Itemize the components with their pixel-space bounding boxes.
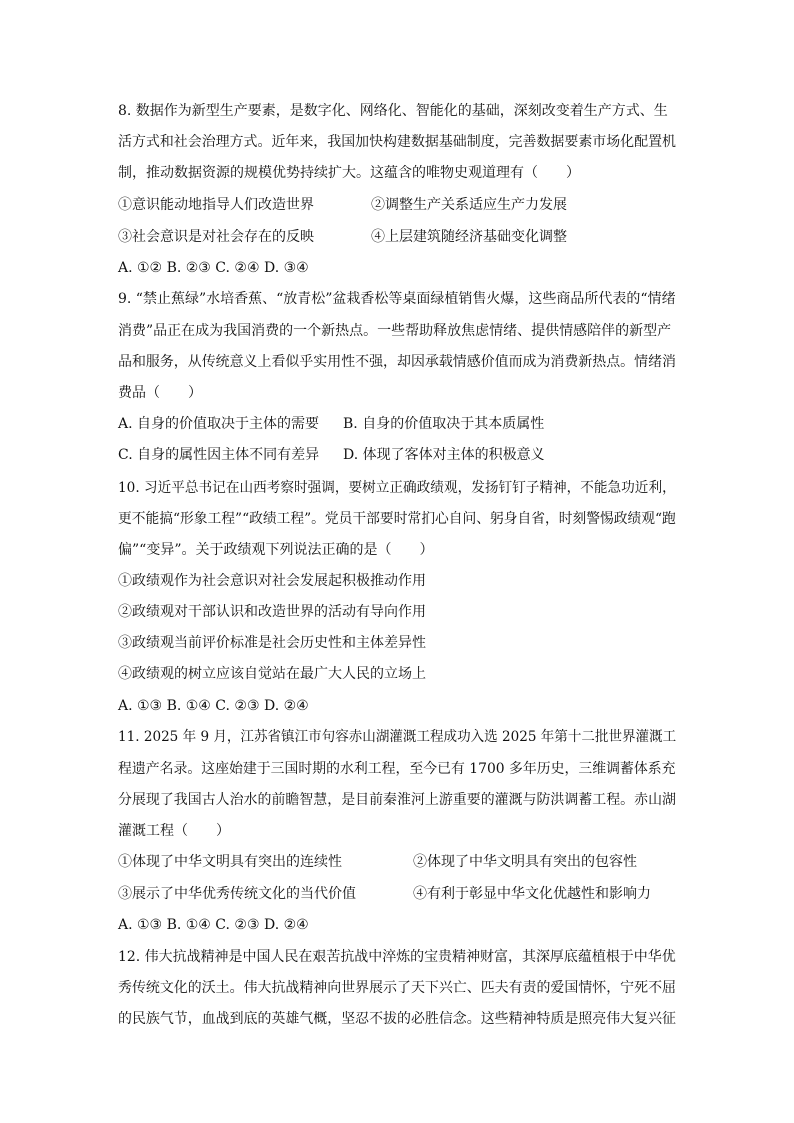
question-8-item-3: ③社会意识是对社会存在的反映	[118, 229, 314, 245]
question-8-item-1: ①意识能动地指导人们改造世界	[118, 197, 314, 213]
question-10-line-1: 10. 习近平总书记在山西考察时强调，要树立正确政绩观，发扬钉钉子精神，不能急功近利，	[118, 480, 676, 496]
question-10-item-1: ①政绩观作为社会意识对社会发展起积极推动作用	[118, 573, 426, 589]
question-10-item-2: ②政绩观对干部认识和改造世界的活动有导向作用	[118, 604, 426, 620]
question-10-line-2: 更不能搞“形象工程”“政绩工程”。党员干部要时常扪心自问、躬身自省，时刻警惕政绩观“跑	[118, 511, 676, 527]
question-11-line-3: 分展现了我国古人治水的前瞻智慧，是目前秦淮河上游重要的灌溉与防洪调蓄工程。赤山湖	[118, 792, 676, 808]
question-9-line-3: 品和服务，从传统意义上看似乎实用性不强，却因承载情感价值而成为消费新热点。情绪消	[118, 354, 676, 370]
question-8-line-2: 活方式和社会治理方式。近年来，我国加快构建数据基础制度，完善数据要素市场化配置机	[118, 134, 676, 150]
question-9-option-c: C. 自身的属性因主体不同有差异	[118, 447, 320, 463]
question-10-answers: A. ①③ B. ①④ C. ②③ D. ②④	[118, 698, 309, 714]
question-8-answers: A. ①② B. ②③ C. ②④ D. ③④	[118, 260, 309, 276]
question-8-item-4: ④上层建筑随经济基础变化调整	[371, 229, 567, 245]
question-11-item-1: ①体现了中华文明具有突出的连续性	[118, 854, 342, 870]
question-10-item-4: ④政绩观的树立应该自觉站在最广大人民的立场上	[118, 666, 426, 682]
question-12-line-1: 12. 伟大抗战精神是中国人民在艰苦抗战中淬炼的宝贵精神财富，其深厚底蕴植根于中华优	[118, 949, 676, 965]
question-8-item-2: ②调整生产关系适应生产力发展	[371, 197, 567, 213]
question-12-line-2: 秀传统文化的沃土。伟大抗战精神向世界展示了天下兴亡、匹夫有责的爱国情怀，宁死不屈	[118, 980, 676, 996]
question-9-line-4: 费品（ ）	[118, 385, 202, 401]
question-11-line-4: 灌溉工程（ ）	[118, 823, 230, 839]
question-11-item-4: ④有利于彰显中华文化优越性和影响力	[413, 886, 651, 902]
question-9-line-1: 9. “禁止蕉绿”水培香蕉、“放青松”盆栽香松等桌面绿植销售火爆，这些商品所代表的“情绪	[118, 291, 676, 307]
question-11-line-2: 程遗产名录。这座始建于三国时期的水利工程，至今已有 1700 多年历史，三维调蓄体系充	[118, 761, 676, 777]
question-9-option-a: A. 自身的价值取决于主体的需要	[118, 416, 320, 432]
question-11-answers: A. ①③ B. ①④ C. ②③ D. ②④	[118, 917, 309, 933]
question-9-option-b: B. 自身的价值取决于其本质属性	[343, 416, 545, 432]
question-12-line-3: 的民族气节，血战到底的英雄气概，坚忍不拔的必胜信念。这些精神特质是照亮伟大复兴征	[118, 1011, 676, 1027]
question-11-line-1: 11. 2025 年 9 月，江苏省镇江市句容赤山湖灌溉工程成功入选 2025 年第十二批世界灌溉工	[118, 729, 677, 745]
question-9-line-2: 消费”品正在成为我国消费的一个新热点。一些帮助释放焦虑情绪、提供情感陪伴的新型产	[118, 323, 672, 339]
question-8-line-1: 8. 数据作为新型生产要素，是数字化、网络化、智能化的基础，深刻改变着生产方式、生	[118, 103, 668, 119]
question-9-option-d: D. 体现了客体对主体的积极意义	[343, 447, 545, 463]
question-10-item-3: ③政绩观当前评价标准是社会历史性和主体差异性	[118, 635, 426, 651]
question-8-line-3: 制，推动数据资源的规模优势持续扩大。这蕴含的唯物史观道理有（ ）	[118, 165, 580, 181]
question-11-item-2: ②体现了中华文明具有突出的包容性	[413, 854, 637, 870]
question-11-item-3: ③展示了中华优秀传统文化的当代价值	[118, 886, 356, 902]
question-10-line-3: 偏”“变异”。关于政绩观下列说法正确的是（ ）	[118, 542, 434, 558]
